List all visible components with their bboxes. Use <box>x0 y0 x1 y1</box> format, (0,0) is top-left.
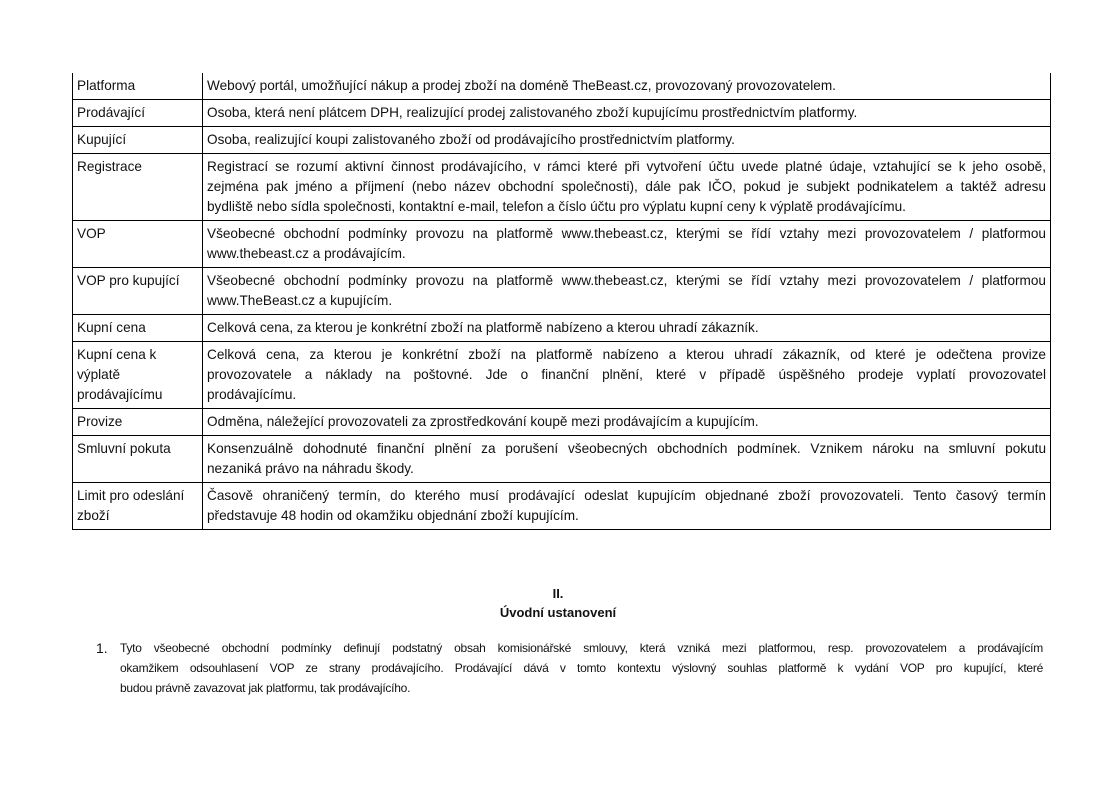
definition-cell <box>203 154 1051 221</box>
definition-text: Osoba, která není plátcem DPH, realizující prodej zalistovaného zboží kupujícímu prostřednictvím platformy. <box>207 105 858 120</box>
definition-text: zejména pak jméno a příjmení (nebo název obchodní společnosti), dále pak IČO, pokud je subjekt podnikatelem a taktéž adresu <box>207 179 1046 194</box>
term-text: Kupující <box>77 132 127 147</box>
section-title: Úvodní ustanovení <box>499 605 617 620</box>
term-text: Kupní cena k <box>77 347 157 362</box>
table-row <box>73 154 1051 221</box>
definition-cell <box>203 221 1051 268</box>
paragraph-line: Tyto všeobecné obchodní podmínky definují podstatný obsah komisionářské smlouvy, která vzniká mezi platformou, resp. provozovatelem a prodávajícím <box>120 641 1043 655</box>
term-cell <box>73 342 203 409</box>
table-row <box>73 483 1051 530</box>
term-cell <box>73 127 203 154</box>
term-cell <box>73 154 203 221</box>
table-row <box>73 73 1051 100</box>
table-row <box>73 268 1051 315</box>
term-cell <box>73 100 203 127</box>
term-text: VOP pro kupující <box>77 273 180 288</box>
term-text: Platforma <box>77 78 136 93</box>
term-cell <box>73 409 203 436</box>
paragraph-line: okamžikem odsouhlasení VOP ze strany prodávajícího. Prodávající dává v tomto kontextu výslovný souhlas platformě k vydání VOP pro kupující, které <box>120 661 1043 675</box>
definition-text: www.TheBeast.cz a kupujícím. <box>207 293 393 308</box>
definition-text: www.thebeast.cz a prodávajícím. <box>207 246 406 261</box>
term-text: Limit pro odeslání <box>77 488 185 503</box>
definition-text: provozovatele a náklady na poštovné. Jde o finanční plnění, které v případě úspěšného prodeje vyplatí provozovatel <box>207 367 1046 382</box>
table-row <box>73 221 1051 268</box>
definition-cell <box>203 73 1051 100</box>
definition-cell <box>203 315 1051 342</box>
definition-text: Webový portál, umožňující nákup a prodej zboží na doméně TheBeast.cz, provozovaný provozovatelem. <box>207 78 836 93</box>
term-cell <box>73 483 203 530</box>
term-text: Provize <box>77 414 123 429</box>
definition-text: Odměna, náležející provozovateli za zprostředkování koupě mezi prodávajícím a kupujícím. <box>207 414 759 429</box>
term-text: Registrace <box>77 159 142 174</box>
table-row <box>73 315 1051 342</box>
list-item-number: 1. <box>96 640 108 656</box>
table-row <box>73 342 1051 409</box>
term-text: prodávajícímu <box>77 387 163 402</box>
definition-cell <box>203 127 1051 154</box>
definition-cell <box>203 436 1051 483</box>
definition-text: Všeobecné obchodní podmínky provozu na platformě www.thebeast.cz, kterými se řídí vztahy mezi provozovatelem / platformou <box>207 226 1046 241</box>
term-text: Kupní cena <box>77 320 146 335</box>
definition-cell <box>203 483 1051 530</box>
definition-cell <box>203 268 1051 315</box>
paragraph-line: budou právně zavazovat jak platformu, tak prodávajícího. <box>120 681 411 695</box>
term-cell <box>73 436 203 483</box>
definition-text: Celková cena, za kterou je konkrétní zboží na platformě nabízeno a kterou uhradí zákazník. <box>207 320 759 335</box>
list-item-text <box>120 638 1043 698</box>
definition-text: Osoba, realizující koupi zalistovaného zboží od prodávajícího prostřednictvím platformy. <box>207 132 735 147</box>
definition-cell <box>203 100 1051 127</box>
definitions-table <box>72 73 1051 530</box>
table-row <box>73 436 1051 483</box>
term-cell <box>73 268 203 315</box>
definition-cell <box>203 342 1051 409</box>
term-text: Smluvní pokuta <box>77 441 171 456</box>
definition-text: Celková cena, za kterou je konkrétní zboží na platformě nabízeno a kterou uhradí zákazník, od které je odečtena provize <box>207 347 1046 362</box>
term-text: zboží <box>77 508 110 523</box>
term-text: výplatě <box>77 367 121 382</box>
definition-text: představuje 48 hodin od okamžiku objednání zboží kupujícím. <box>207 508 579 523</box>
definition-text: nezaniká právo na náhradu škody. <box>207 461 414 476</box>
definition-text: Časově ohraničený termín, do kterého musí prodávající odeslat kupujícím objednané zboží provozovateli. Tento časový termín <box>207 488 1046 503</box>
definition-text: Konsenzuálně dohodnuté finanční plnění za porušení všeobecných obchodních podmínek. Vznikem nároku na smluvní pokutu <box>207 441 1046 456</box>
definition-text: bydliště nebo sídla společnosti, kontaktní e-mail, telefon a číslo účtu pro výplatu kupní ceny k výplatě prodávajícímu. <box>207 199 906 214</box>
term-text: Prodávající <box>77 105 146 120</box>
term-cell <box>73 315 203 342</box>
definition-cell <box>203 409 1051 436</box>
definition-text: Všeobecné obchodní podmínky provozu na platformě www.thebeast.cz, kterými se řídí vztahy mezi provozovatelem / platformou <box>207 273 1046 288</box>
term-text: VOP <box>77 226 106 241</box>
term-cell <box>73 221 203 268</box>
term-cell <box>73 73 203 100</box>
table-row <box>73 409 1051 436</box>
definition-text: Registrací se rozumí aktivní činnost prodávajícího, v rámci které při vytvoření účtu uvede platné údaje, vztahující se k jeho osobě, <box>207 159 1046 174</box>
table-row <box>73 127 1051 154</box>
section-number: II. <box>552 586 564 601</box>
definition-text: prodávajícímu. <box>207 387 297 402</box>
table-row <box>73 100 1051 127</box>
